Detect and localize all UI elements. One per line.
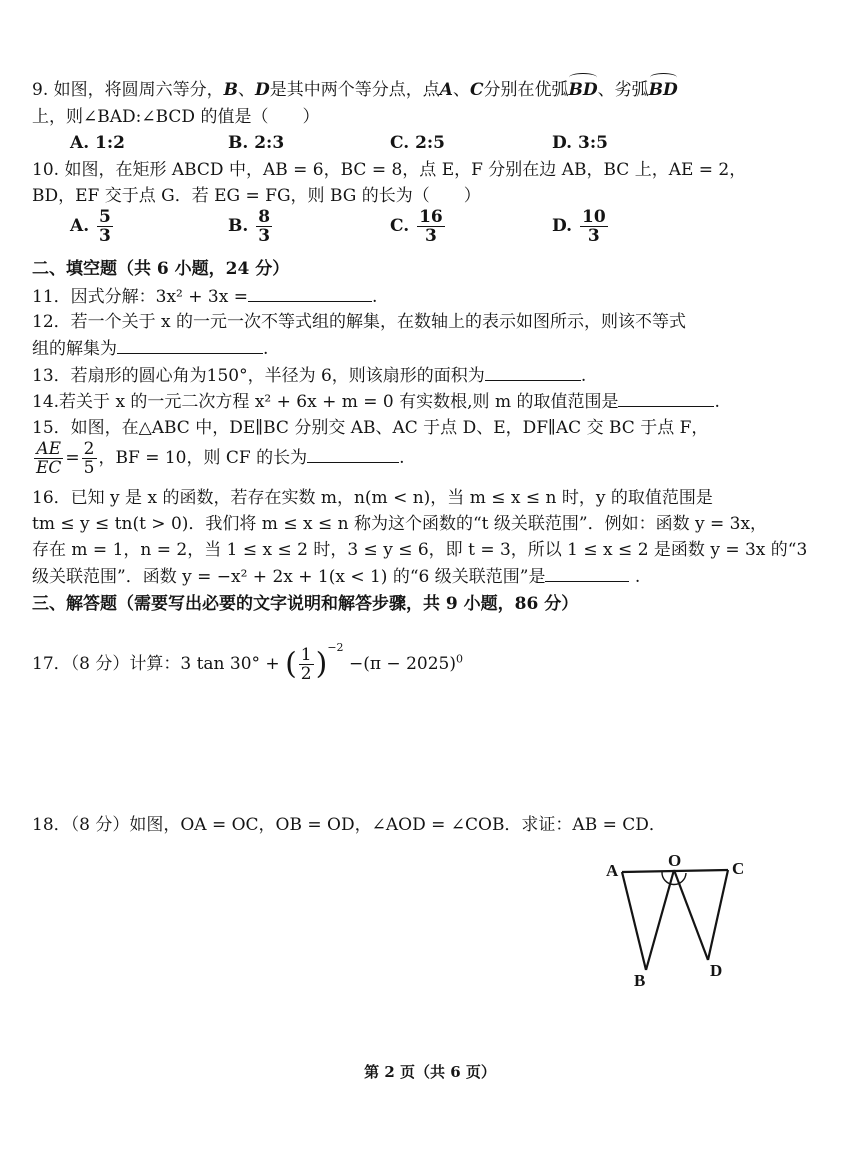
- q15-line1: 15．如图，在△ABC 中，DE∥BC 分别交 AB、AC 于点 D、E，DF∥AC 交 BC 于点 F，: [32, 418, 709, 438]
- q9-option-d-value: 3:5: [577, 133, 608, 153]
- q10-option-d-num: 10: [581, 207, 606, 227]
- q9-option-c-label: C.: [390, 133, 410, 153]
- q16-line3: 存在 m = 1，n = 2，当 1 ≤ x ≤ 2 时，3 ≤ y ≤ 6，即 t = 3，所以 1 ≤ x ≤ 2 是函数 y = 3x 的“3: [32, 540, 808, 560]
- q10-option-b-num: 8: [258, 207, 271, 227]
- page-footer: 第 2 页（共 6 页）: [364, 1063, 496, 1081]
- q11-answer-blank[interactable]: [248, 283, 372, 302]
- q12-text2: 组的解集为: [32, 339, 117, 359]
- q16-line2: tm ≤ y ≤ tn(t > 0)．我们将 m ≤ x ≤ n 称为这个函数的“t 级关联范围”．例如：函数 y = 3x，: [32, 514, 768, 534]
- q9-text2: 是其中两个等分点，点: [269, 80, 440, 100]
- q17-suffix: −(π − 2025): [348, 654, 456, 674]
- q9-text3: 分别在优弧: [483, 80, 569, 100]
- q14: 14.若关于 x 的一元二次方程 x² + 6x + m = 0 有实数根,则 m 的取值范围是 .: [32, 388, 720, 415]
- q9-option-c: [390, 130, 445, 156]
- q17-half-num: 1: [300, 645, 312, 665]
- q17-lparen: (: [285, 646, 297, 682]
- label-o: O: [668, 851, 682, 870]
- q16-line4: 级关联范围”．函数 y = −x² + 2x + 1(x < 1) 的“6 级关联范围”是 .: [32, 563, 640, 590]
- q9-arc1: BD: [568, 77, 597, 103]
- q16-text4: 级关联范围”．函数 y = −x² + 2x + 1(x < 1) 的“6 级关联范围”是: [32, 567, 546, 587]
- q9-option-d-label: D.: [552, 133, 573, 153]
- q17-exp: −2: [327, 641, 344, 654]
- q9-line2: 上，则∠BAD:∠BCD 的值是（ ）: [32, 107, 320, 127]
- q17-prefix: 17．（8 分）计算：3 tan 30° +: [32, 654, 280, 674]
- q11: 11．因式分解：3x² + 3x = .: [32, 283, 377, 310]
- q9-d: D: [255, 80, 270, 100]
- q10-option-b-den: 3: [258, 226, 271, 246]
- q15-eq: =: [65, 448, 80, 468]
- q14-text: 14.若关于 x 的一元二次方程 x² + 6x + m = 0 有实数根,则 m 的取值范围是: [32, 392, 619, 412]
- label-c: C: [732, 859, 745, 878]
- q9-text4: 、劣弧: [597, 80, 649, 100]
- q10-option-c-label: C.: [390, 216, 410, 236]
- q9-option-a-value: 1:2: [95, 133, 125, 153]
- q10-option-a: [70, 208, 115, 245]
- q9-line1: [32, 77, 678, 103]
- q9-sep1: 、: [238, 80, 255, 100]
- q17-half-den: 2: [300, 664, 312, 684]
- segment-cd: [708, 870, 728, 960]
- section3-heading: 三、解答题（需要写出必要的文字说明和解答步骤，共 9 小题，86 分）: [32, 594, 579, 614]
- q12-line2: 组的解集为 .: [32, 335, 268, 362]
- q9-option-d: [552, 130, 608, 156]
- q15-rest: ，BF = 10，则 CF 的长为: [98, 448, 308, 468]
- q16-answer-blank[interactable]: [545, 563, 629, 582]
- q9-option-c-value: 2:5: [415, 133, 446, 153]
- q18-figure: [596, 848, 766, 988]
- q11-text: 11．因式分解：3x² + 3x =: [32, 287, 248, 307]
- q9-option-a-label: A.: [70, 133, 90, 153]
- q17: [32, 628, 463, 684]
- q10-option-d-label: D.: [552, 216, 573, 236]
- segment-bo: [646, 870, 674, 970]
- q10-option-a-num: 5: [99, 207, 111, 227]
- q9-option-b-label: B.: [228, 133, 249, 153]
- q12-line1: 12．若一个关于 x 的一元一次不等式组的解集，在数轴上的表示如图所示，则该不等式: [32, 312, 687, 332]
- q10-option-c-den: 3: [424, 226, 437, 246]
- q17-rparen: ): [315, 646, 328, 682]
- q9-sep2: 、: [452, 80, 470, 100]
- q10-option-c-num: 16: [419, 207, 443, 227]
- q10-option-d-den: 3: [587, 226, 600, 246]
- q13-text: 13．若扇形的圆心角为150°，半径为 6，则该扇形的面积为: [32, 366, 485, 386]
- q9-option-b-value: 2:3: [254, 133, 285, 153]
- q9-c: C: [469, 80, 484, 100]
- q9-text1: 9. 如图，将圆周六等分，: [32, 80, 224, 100]
- q17-zero-exp: 0: [455, 652, 463, 666]
- section2-heading: 二、填空题（共 6 小题，24 分）: [32, 259, 290, 279]
- q15-answer-blank[interactable]: [307, 444, 399, 463]
- q15-frac-den: EC: [36, 458, 62, 478]
- q15-val-den: 5: [83, 458, 95, 478]
- q13-answer-blank[interactable]: [485, 362, 581, 381]
- label-d: D: [710, 961, 723, 980]
- q9-option-a: [70, 130, 125, 156]
- q18: 18．（8 分）如图，OA = OC，OB = OD，∠AOD = ∠COB．求证：AB = CD．: [32, 815, 666, 835]
- label-b: B: [634, 971, 646, 988]
- q10-line1: 10. 如图，在矩形 ABCD 中，AB = 6，BC = 8，点 E，F 分别在边 AB，BC 上，AE = 2，: [32, 160, 747, 180]
- q15-line2: $\frac{AE}{EC}$ = $\frac{2}{5}$ ，BF = 10，则 CF 的长为 .: [36, 439, 405, 478]
- q15-val-num: 2: [83, 439, 95, 459]
- q12-answer-blank[interactable]: [117, 335, 263, 354]
- segment-ab: [622, 872, 646, 970]
- q10-option-c: [390, 208, 447, 245]
- q16-line1: 16．已知 y 是 x 的函数，若存在实数 m，n(m < n)，当 m ≤ x ≤ n 时，y 的取值范围是: [32, 488, 713, 508]
- q10-line2: BD，EF 交于点 G．若 EG = FG，则 BG 的长为（ ）: [32, 186, 481, 206]
- q9-a: A: [439, 80, 453, 100]
- q10-option-b-label: B.: [228, 216, 249, 236]
- q10-option-a-label: A.: [70, 216, 90, 236]
- q15-frac-num: AE: [34, 440, 63, 459]
- q9-arc2: BD: [649, 77, 678, 103]
- q9-b: B: [223, 80, 238, 100]
- label-a: A: [606, 861, 619, 880]
- q10-option-b: [228, 208, 274, 245]
- q9-option-b: [228, 130, 284, 156]
- q14-answer-blank[interactable]: [618, 388, 714, 407]
- q10-option-d: [552, 208, 610, 245]
- q10-option-a-den: 3: [99, 226, 111, 246]
- q13: 13．若扇形的圆心角为150°，半径为 6，则该扇形的面积为 .: [32, 362, 586, 389]
